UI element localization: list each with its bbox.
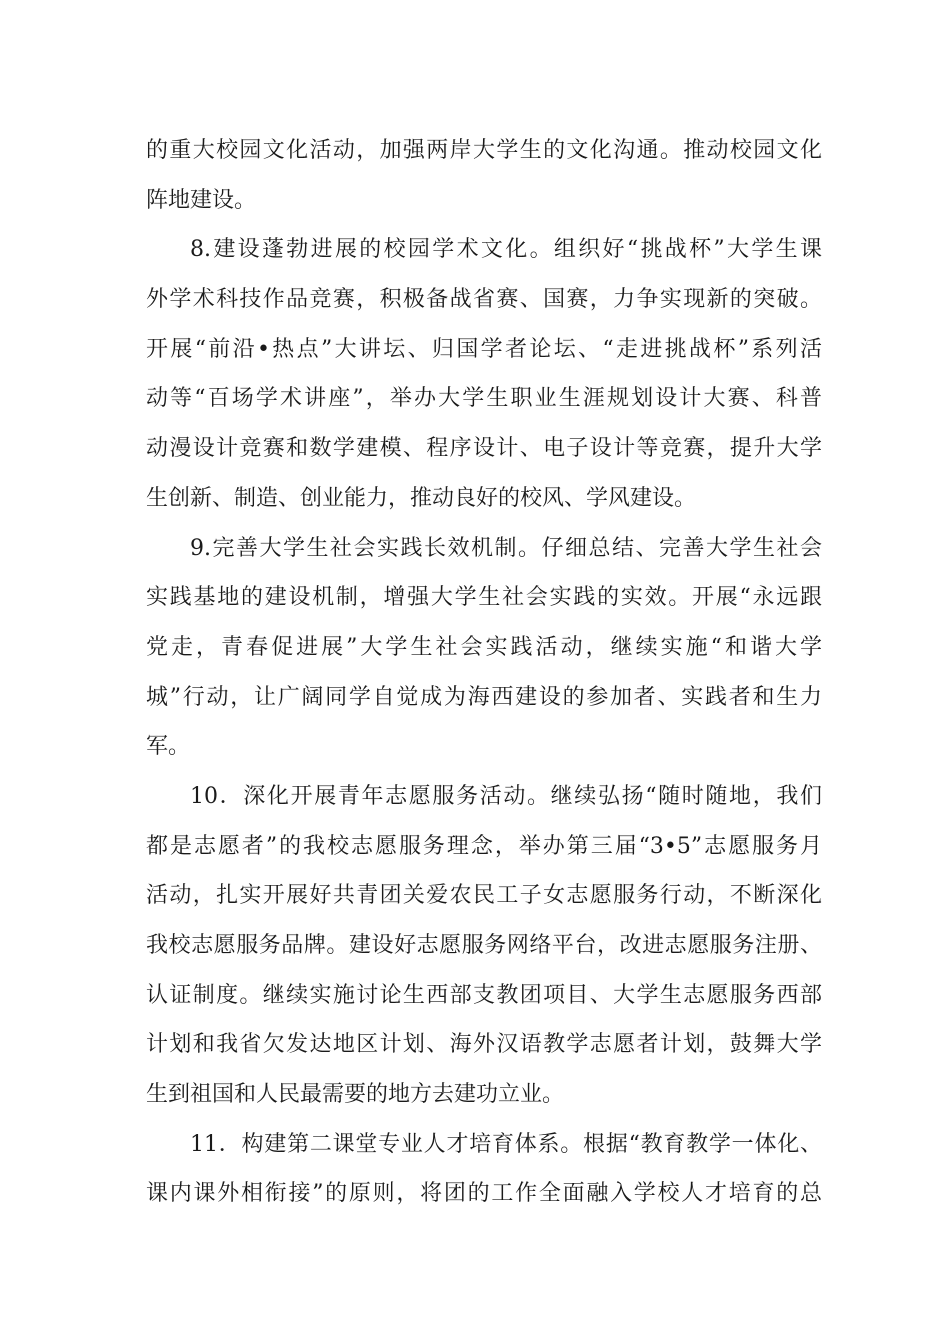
body-text-line: 活动，扎实开展好共青团关爱农民工子女志愿服务行动，不断深化	[146, 883, 822, 909]
body-text-line: 生创新、制造、创业能力，推动良好的校风、学风建设。	[146, 485, 697, 511]
body-text-line: 动等“百场学术讲座”，举办大学生职业生涯规划设计大赛、科普	[146, 386, 822, 412]
document-body	[146, 126, 822, 1219]
body-text-line: 计划和我省欠发达地区计划、海外汉语教学志愿者计划，鼓舞大学	[146, 1032, 822, 1058]
paragraph-10-first-line: 10．深化开展青年志愿服务活动。继续弘扬“随时随地，我们	[190, 783, 822, 809]
body-text-line: 我校志愿服务品牌。建设好志愿服务网络平台，改进志愿服务注册、	[146, 933, 822, 958]
paragraph-8-first-line: 8.建设蓬勃进展的校园学术文化。组织好“挑战杯”大学生课	[190, 237, 822, 263]
paragraph-11-first-line: 11．构建第二课堂专业人才培育体系。根据“教育教学一体化、	[190, 1131, 822, 1157]
body-text-line: 开展“前沿•热点”大讲坛、归国学者论坛、“走进挑战杯”系列活	[146, 336, 822, 362]
body-text-line: 动漫设计竞赛和数学建模、程序设计、电子设计等竞赛，提升大学	[146, 436, 822, 462]
body-text-line: 课内课外相衔接”的原则，将团的工作全面融入学校人才培育的总	[146, 1181, 822, 1207]
body-text-line: 党走，青春促进展”大学生社会实践活动，继续实施“和谐大学	[146, 634, 822, 660]
body-text-line: 军。	[146, 734, 191, 760]
body-text-line: 实践基地的建设机制，增强大学生社会实践的实效。开展“永远跟	[146, 585, 822, 611]
body-text-line: 城”行动，让广阔同学自觉成为海西建设的参加者、实践者和生力	[146, 684, 822, 710]
body-text-line: 认证制度。继续实施讨论生西部支教团项目、大学生志愿服务西部	[146, 982, 822, 1008]
paragraph-9-first-line: 9.完善大学生社会实践长效机制。仔细总结、完善大学生社会	[190, 535, 822, 561]
body-text-line: 外学术科技作品竞赛，积极备战省赛、国赛，力争实现新的突破。	[146, 287, 822, 313]
body-text-line: 阵地建设。	[146, 187, 257, 213]
body-text-line: 生到祖国和人民最需要的地方去建功立业。	[146, 1082, 565, 1108]
body-text-line: 都是志愿者”的我校志愿服务理念，举办第三届“3•5”志愿服务月	[146, 833, 822, 859]
body-text-line: 的重大校园文化活动，加强两岸大学生的文化沟通。推动校园文化	[146, 138, 822, 163]
